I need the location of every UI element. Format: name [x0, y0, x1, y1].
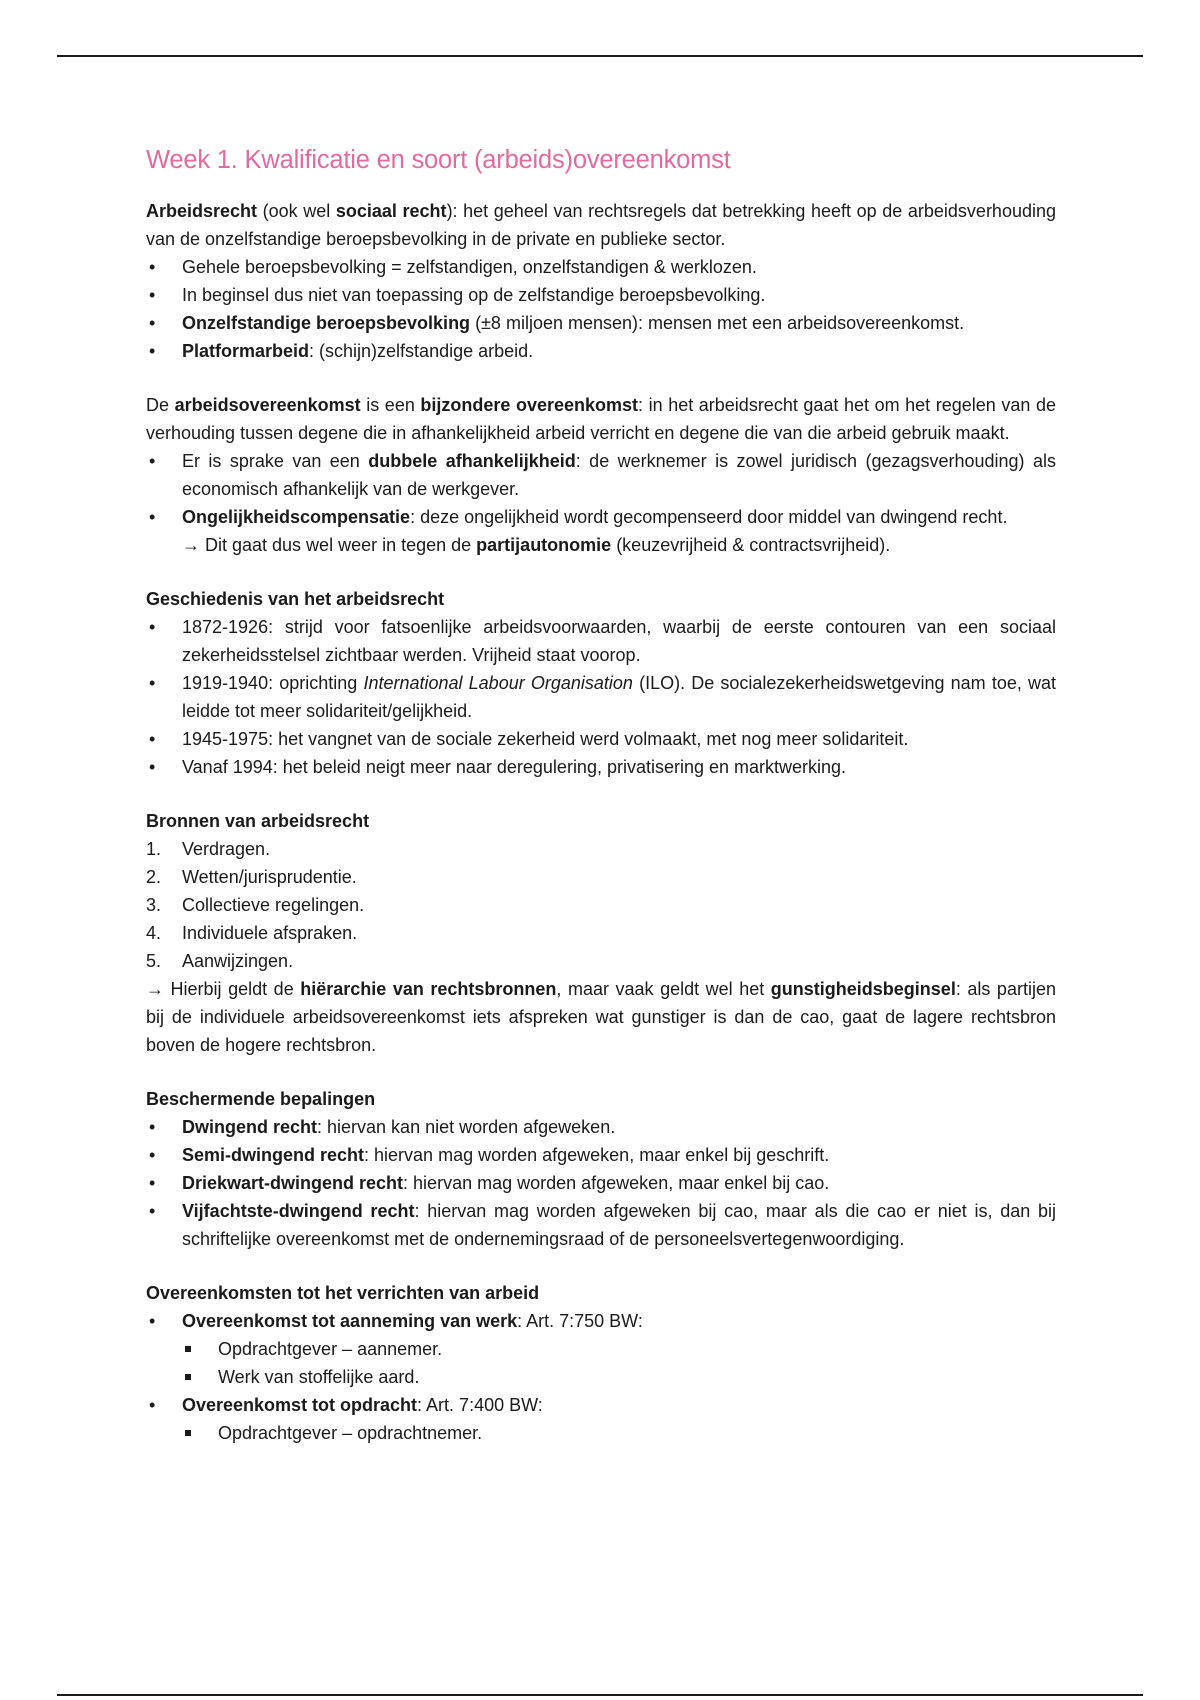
section-heading: Geschiedenis van het arbeidsrecht	[146, 589, 445, 609]
section-geschiedenis	[146, 585, 1056, 781]
section-bronnen	[146, 807, 1056, 1059]
list-item: 5. Aanwijzingen.	[146, 951, 294, 971]
sub-list-item: Opdrachtgever – aannemer.	[182, 1335, 1056, 1363]
section-arbeidsovereenkomst	[146, 391, 1056, 559]
list-item: • Overeenkomst tot opdracht: Art. 7:400 BW: Opdrachtgever – opdrachtnemer.	[146, 1391, 1056, 1447]
arbeidsrecht-bullets	[146, 253, 1056, 365]
top-rule	[57, 55, 1143, 57]
arrow-note: → Dit gaat dus wel weer in tegen de partijautonomie (keuzevrijheid & contractsvrijheid).	[182, 535, 891, 555]
list-item: • Gehele beroepsbevolking = zelfstandigen, onzelfstandigen & werklozen.	[146, 253, 1056, 281]
list-item: • Driekwart-dwingend recht: hiervan mag worden afgeweken, maar enkel bij cao.	[146, 1169, 1056, 1197]
section-heading: Overeenkomsten tot het verrichten van arbeid	[146, 1283, 540, 1303]
sub-list-item: Werk van stoffelijke aard.	[182, 1363, 1056, 1391]
page-title: Week 1. Kwalificatie en soort (arbeids)overeenkomst	[146, 146, 731, 174]
geschiedenis-bullets	[146, 613, 1056, 781]
bronnen-list	[146, 835, 1056, 975]
list-item: • Ongelijkheidscompensatie: deze ongelijkheid wordt gecompenseerd door middel van dwingend recht.	[146, 503, 1056, 531]
paragraph-arbeidsovereenkomst: De arbeidsovereenkomst is een bijzondere overeenkomst: in het arbeidsrecht gaat het om het regelen van de verhouding tussen degene die in afhankelijkheid arbeid verricht en degene die van die arbeid gebruik maakt.	[146, 395, 1056, 443]
list-item: • Overeenkomst tot aanneming van werk: Art. 7:750 BW: Opdrachtgever – aannemer. Werk van stoffelijke aard.	[146, 1307, 1056, 1391]
list-item: • Platformarbeid: (schijn)zelfstandige arbeid.	[146, 337, 1056, 365]
list-item: • Dwingend recht: hiervan kan niet worden afgeweken.	[146, 1113, 1056, 1141]
definition-arbeidsrecht: Arbeidsrecht (ook wel sociaal recht): het geheel van rechtsregels dat betrekking heeft op de arbeidsverhouding van de onzelfstandige beroepsbevolking in de private en publieke sector.	[146, 201, 1056, 249]
list-item: • In beginsel dus niet van toepassing op de zelfstandige beroepsbevolking.	[146, 281, 1056, 309]
bottom-rule	[57, 1694, 1143, 1696]
document-body	[146, 146, 1056, 1447]
list-item: • 1945-1975: het vangnet van de sociale zekerheid werd volmaakt, met nog meer solidariteit.	[146, 725, 1056, 753]
list-item: • 1872-1926: strijd voor fatsoenlijke arbeidsvoorwaarden, waarbij de eerste contouren van een sociaal zekerheidsstelsel zichtbaar werden. Vrijheid staat voorop.	[146, 613, 1056, 669]
hierarchie-paragraph: → Hierbij geldt de hiërarchie van rechtsbronnen, maar vaak geldt wel het gunstigheidsbeginsel: als partijen bij de individuele arbeidsovereenkomst iets afspreken wat gunstiger is dan de cao, gaat de lagere rechtsbron boven de hogere rechtsbron.	[146, 979, 1056, 1055]
list-item: • 1919-1940: oprichting International Labour Organisation (ILO). De socialezekerheidswetgeving nam toe, wat leidde tot meer solidariteit/gelijkheid.	[146, 669, 1056, 725]
list-item: • Er is sprake van een dubbele afhankelijkheid: de werknemer is zowel juridisch (gezagsverhouding) als economisch afhankelijk van de werkgever.	[146, 447, 1056, 503]
section-overeenkomsten	[146, 1279, 1056, 1447]
list-item: • Onzelfstandige beroepsbevolking (±8 miljoen mensen): mensen met een arbeidsovereenkomst.	[146, 309, 1056, 337]
afhankelijkheid-bullets	[146, 447, 1056, 531]
section-heading: Bronnen van arbeidsrecht	[146, 811, 370, 831]
list-item: 1. Verdragen.	[146, 839, 271, 859]
list-item: • Vanaf 1994: het beleid neigt meer naar deregulering, privatisering en marktwerking.	[146, 753, 1056, 781]
overeenkomsten-bullets	[146, 1307, 1056, 1447]
list-item: • Vijfachtste-dwingend recht: hiervan mag worden afgeweken bij cao, maar als die cao er niet is, dan bij schriftelijke overeenkomst met de ondernemingsraad of de personeelsvertegenwoordiging.	[146, 1197, 1056, 1253]
bepalingen-bullets	[146, 1113, 1056, 1253]
list-item: 4. Individuele afspraken.	[146, 923, 358, 943]
section-heading: Beschermende bepalingen	[146, 1089, 376, 1109]
list-item: 3. Collectieve regelingen.	[146, 895, 365, 915]
sub-list-item: Opdrachtgever – opdrachtnemer.	[182, 1419, 1056, 1447]
list-item: 2. Wetten/jurisprudentie.	[146, 867, 357, 887]
sub-list	[182, 1419, 1056, 1447]
list-item: • Semi-dwingend recht: hiervan mag worden afgeweken, maar enkel bij geschrift.	[146, 1141, 1056, 1169]
sub-list	[182, 1335, 1056, 1391]
section-beschermende-bepalingen	[146, 1085, 1056, 1253]
